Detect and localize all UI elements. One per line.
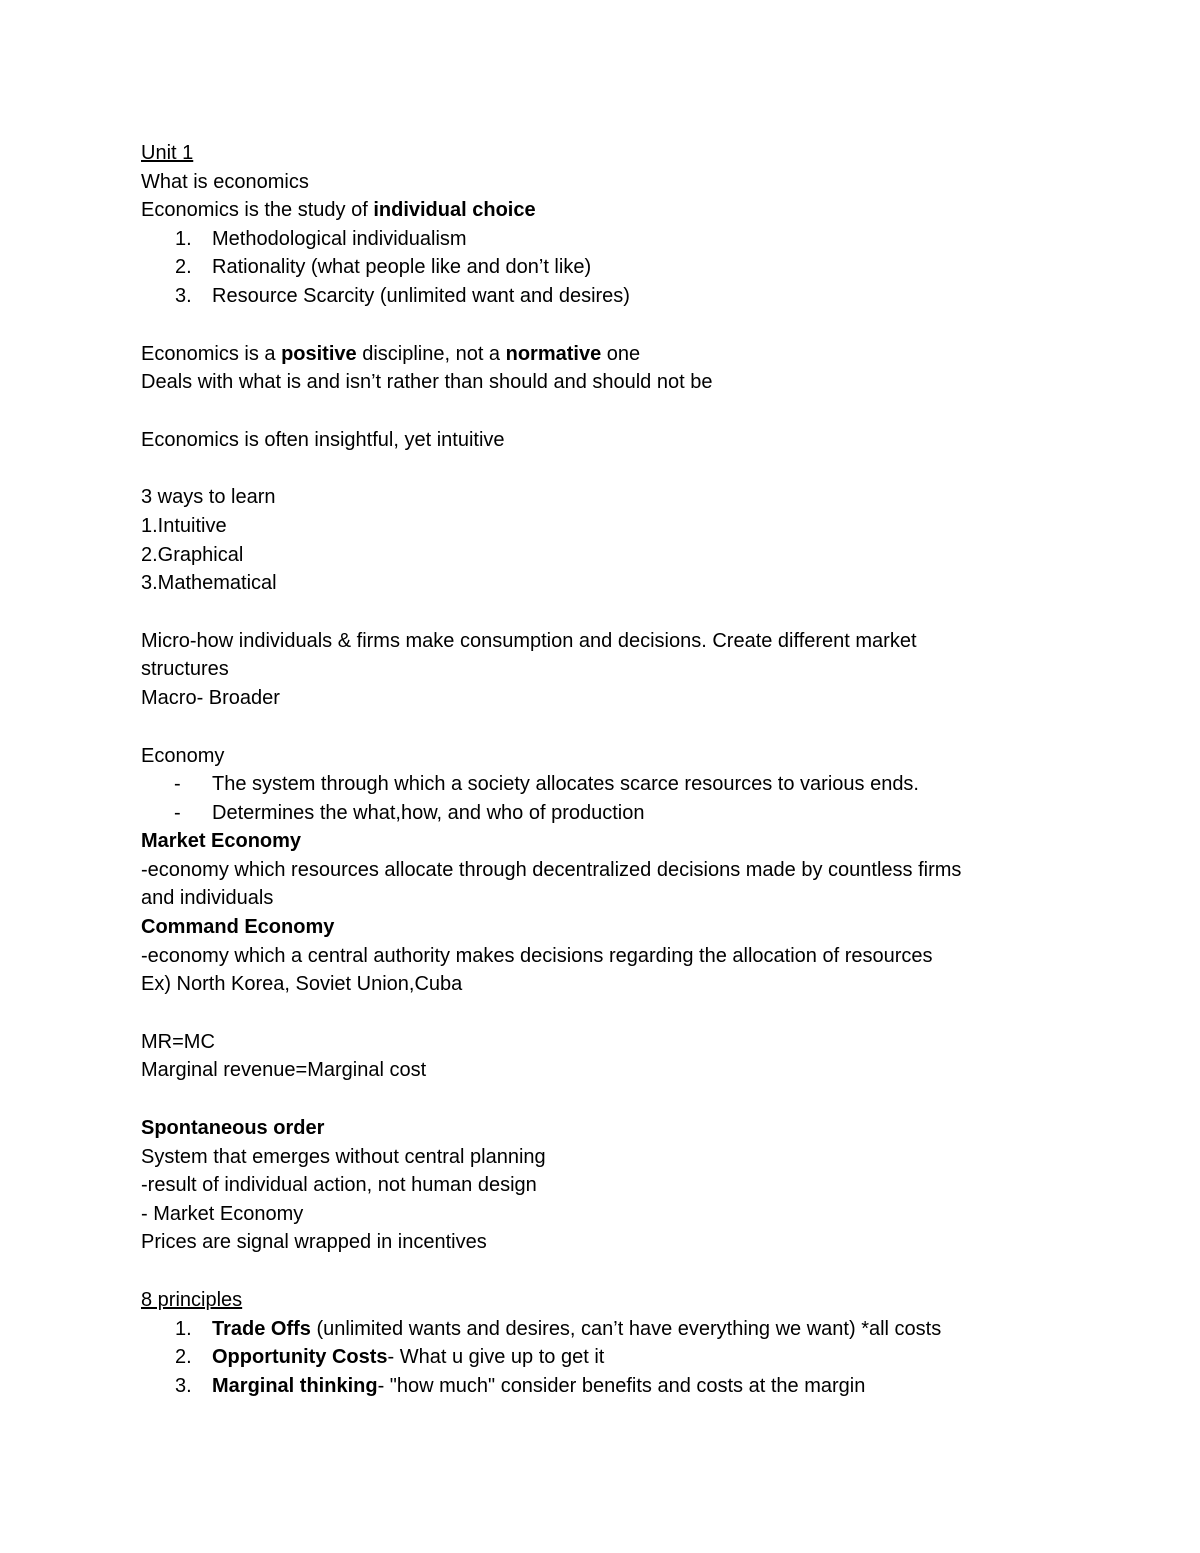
- insightful-line: Economics is often insightful, yet intuitive: [141, 428, 505, 451]
- positive-discipline: [141, 340, 1051, 369]
- list-number: 2.: [175, 1346, 192, 1369]
- study-prefix: Economics is the study of: [141, 199, 374, 222]
- way-item: 1.Intuitive: [141, 514, 227, 537]
- list-item: [141, 770, 1051, 799]
- principle-bold: Marginal thinking: [212, 1374, 378, 1397]
- spontaneous-order-title: Spontaneous order: [141, 1117, 325, 1140]
- list-text: Resource Scarcity (unlimited want and desires): [212, 284, 630, 307]
- list-text: The system through which a society allocates scarce resources to various ends.: [212, 773, 919, 796]
- micro-line-cont: structures: [141, 658, 229, 681]
- list-number: 3.: [175, 284, 192, 307]
- spacer: [141, 1257, 1051, 1286]
- list-item: [141, 1372, 1051, 1401]
- list-number: 3.: [175, 1374, 192, 1397]
- text-run: Economics is a: [141, 342, 282, 365]
- principle-bold: Trade Offs: [212, 1317, 311, 1340]
- spacer: [141, 713, 1051, 742]
- way-item: 3.Mathematical: [141, 572, 277, 595]
- ways-title: 3 ways to learn: [141, 486, 276, 509]
- spont-line: - Market Economy: [141, 1202, 304, 1225]
- economy-title: Economy: [141, 744, 225, 767]
- way-item: 2.Graphical: [141, 543, 244, 566]
- market-definition: -economy which resources allocate through decentralized decisions made by countless firms: [141, 858, 962, 881]
- principle-text: - "how much" consider benefits and costs at the margin: [377, 1374, 866, 1397]
- market-economy-title: Market Economy: [141, 830, 302, 853]
- spacer: [141, 311, 1051, 340]
- positive-bold: positive: [281, 342, 357, 365]
- macro-line: Macro- Broader: [141, 686, 280, 709]
- spont-line: -result of individual action, not human design: [141, 1174, 537, 1197]
- list-item: [141, 282, 1051, 311]
- text-run: discipline, not a: [356, 342, 506, 365]
- market-definition-cont: and individuals: [141, 887, 274, 910]
- list-text: Methodological individualism: [212, 227, 467, 250]
- command-example: Ex) North Korea, Soviet Union,Cuba: [141, 973, 463, 996]
- list-number: 1.: [175, 1317, 192, 1340]
- spacer: [141, 598, 1051, 627]
- list-item: [141, 1343, 1051, 1372]
- list-item: [141, 253, 1051, 282]
- principle-text: (unlimited wants and desires, can’t have everything we want) *all costs: [310, 1317, 942, 1340]
- mr-mc-full: Marginal revenue=Marginal cost: [141, 1059, 427, 1082]
- command-economy-title: Command Economy: [141, 916, 335, 939]
- spacer: [141, 1085, 1051, 1114]
- spacer: [141, 454, 1051, 483]
- dash-mark: -: [174, 801, 181, 824]
- list-number: 2.: [175, 256, 192, 279]
- normative-bold: normative: [505, 342, 602, 365]
- principle-text: - What u give up to get it: [387, 1346, 605, 1369]
- command-definition: -economy which a central authority makes decisions regarding the allocation of resources: [141, 944, 933, 967]
- spacer: [141, 397, 1051, 426]
- spacer: [141, 999, 1051, 1028]
- text-run: one: [601, 342, 641, 365]
- study-bold: individual choice: [373, 199, 536, 222]
- study-definition: [141, 196, 1051, 225]
- list-item: [141, 225, 1051, 254]
- dash-mark: -: [174, 773, 181, 796]
- spont-line: Prices are signal wrapped in incentives: [141, 1231, 487, 1254]
- deals-with: Deals with what is and isn’t rather than should and should not be: [141, 371, 713, 394]
- list-item: [141, 1315, 1051, 1344]
- document-page: [141, 139, 1051, 1400]
- list-item: [141, 799, 1051, 828]
- principles-title: 8 principles: [141, 1289, 243, 1311]
- list-text: Determines the what,how, and who of production: [212, 801, 645, 824]
- principle-bold: Opportunity Costs: [212, 1346, 388, 1369]
- mr-mc: MR=MC: [141, 1030, 215, 1053]
- list-text: Rationality (what people like and don’t like): [212, 256, 592, 279]
- list-number: 1.: [175, 227, 192, 250]
- unit-heading: Unit 1: [141, 142, 194, 164]
- micro-line: Micro-how individuals & firms make consumption and decisions. Create different market: [141, 629, 917, 652]
- spont-line: System that emerges without central planning: [141, 1145, 546, 1168]
- what-is-economics: What is economics: [141, 170, 309, 193]
